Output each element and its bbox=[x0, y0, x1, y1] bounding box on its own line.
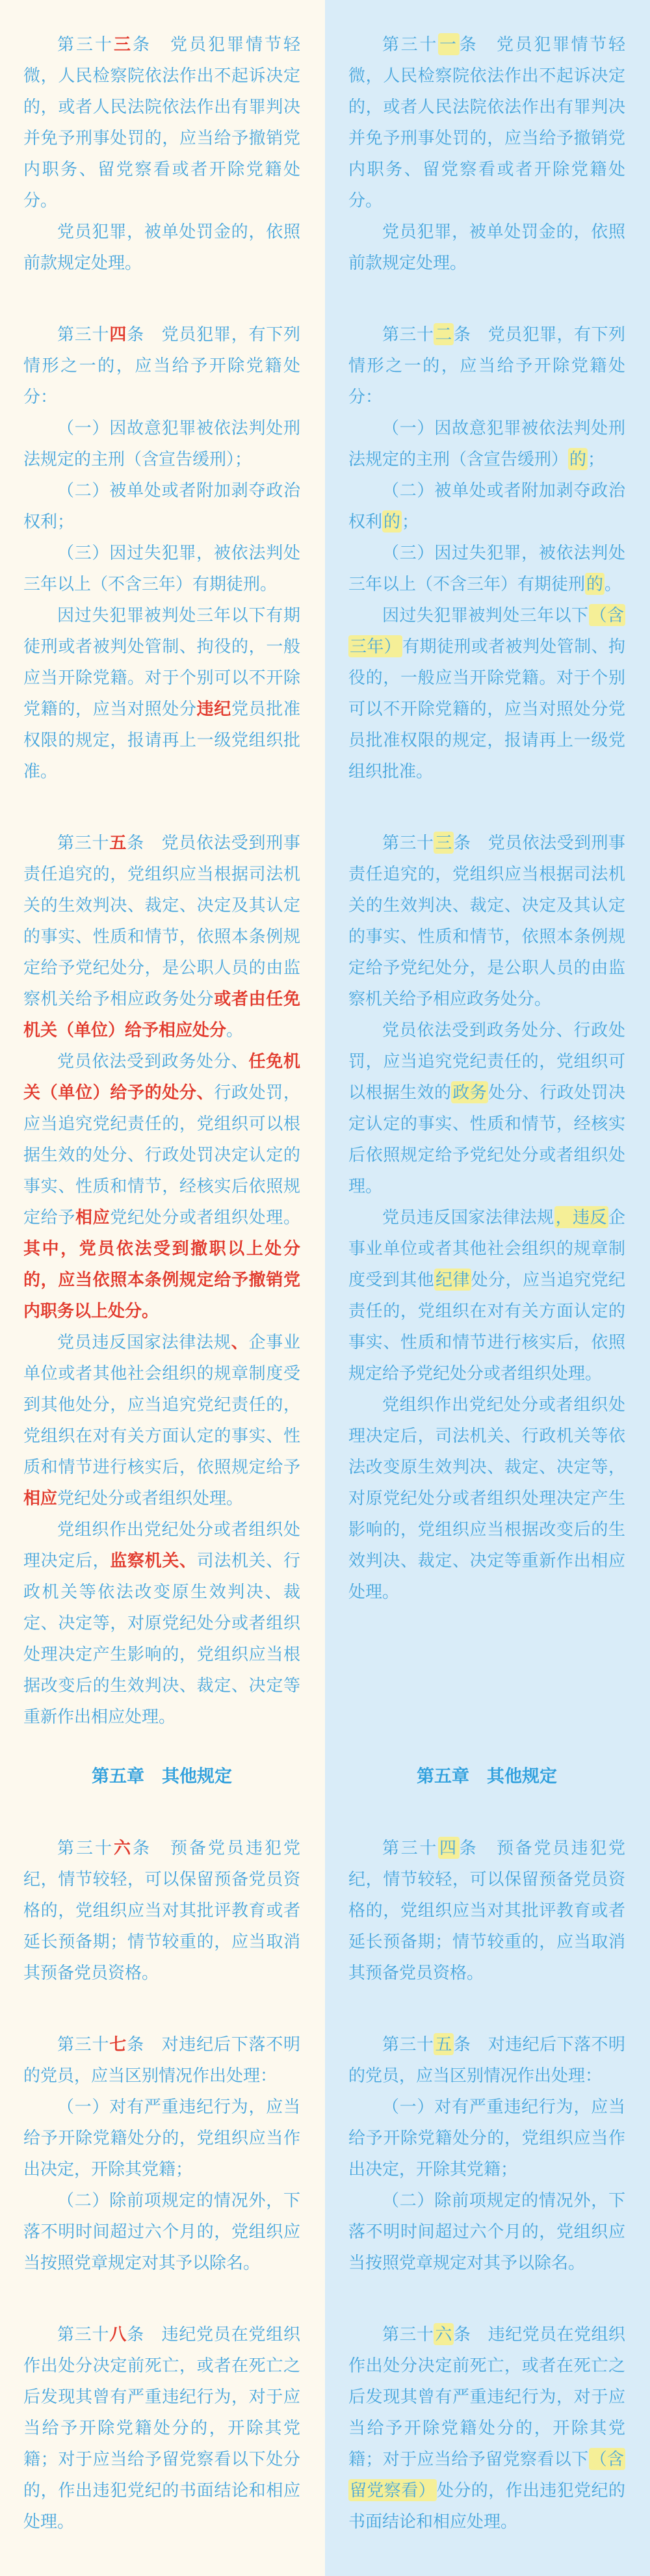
article-first-paragraph bbox=[348, 827, 625, 1014]
changed-text-red: 违纪 bbox=[196, 699, 231, 718]
text-segment: 党员依法受到政务处分、行政处罚，应当追究党纪责任的，党组织可以根据生效的 bbox=[348, 1020, 625, 1102]
text-segment: （二）被单处或者附加剥夺政治权利； bbox=[23, 480, 300, 531]
new-version-column-cell bbox=[0, 1988, 325, 2278]
text-segment: 企事业单位或者其他社会组织的规章制度受到其他处分，应当追究党纪责任的，党组织在对有关方面认定的事实、性质和情节进行核实后，依照规定给予 bbox=[23, 1332, 300, 1477]
article-paragraph bbox=[23, 1514, 300, 1732]
article-first-paragraph bbox=[23, 29, 300, 216]
article-paragraph bbox=[23, 1045, 300, 1326]
text-segment: 第三十 bbox=[57, 2034, 110, 2054]
text-segment: 党纪处分或者组织处理。 bbox=[57, 1488, 244, 1508]
changed-text-red: 相应 bbox=[23, 1488, 58, 1508]
text-segment: 条 党员依法受到刑事责任追究的，党组织应当根据司法机关的生效判决、裁定、决定及其认定的事实、性质和情节，依照本条例规定给予党纪处分，是公职人员的由监察机关给予相应政务处分。 bbox=[348, 833, 625, 1008]
diff-highlight: 的 bbox=[384, 512, 401, 531]
text-segment: 第三十 bbox=[57, 2324, 110, 2344]
text-segment: 处分、行政处罚决定认定的事实、性质和情节，经核实后依照规定给予党纪处分或者组织处理。 bbox=[348, 1083, 625, 1196]
text-segment: 行政处罚，应当追究党纪责任的，党组织可以根据生效的处分、行政处罚决定认定的事实、性质和情节，经核实后依照规定给予 bbox=[23, 1083, 300, 1227]
new-version-column-cell bbox=[0, 0, 325, 278]
changed-text-red: 、 bbox=[231, 1332, 249, 1352]
article-paragraph bbox=[348, 216, 625, 278]
changed-text-red: 或者由任免机关（单位）给予相应处分 bbox=[23, 989, 300, 1040]
text-segment: （一）对有严重违纪行为，应当给予开除党籍处分的，党组织应当作出决定，开除其党籍； bbox=[348, 2097, 625, 2179]
text-segment: 条 对违纪后下落不明的党员，应当区别情况作出处理： bbox=[348, 2034, 625, 2085]
article-first-paragraph bbox=[348, 1832, 625, 1988]
changed-text-red: 其中，党员依法受到撤职以上处分的，应当依照本条例规定给予撤销党内职务以上处分。 bbox=[23, 1239, 300, 1321]
article-paragraph bbox=[23, 412, 300, 475]
article-paragraph bbox=[23, 216, 300, 278]
text-segment: 第三十 bbox=[382, 833, 434, 852]
article-paragraph bbox=[23, 1326, 300, 1514]
diff-highlight: 四 bbox=[439, 1838, 458, 1858]
text-segment: 党员依法受到政务处分、 bbox=[57, 1051, 249, 1071]
text-segment: （一）因故意犯罪被依法判处刑法规定的主刑（含宣告缓刑）； bbox=[23, 418, 300, 469]
text-segment: 条 违纪党员在党组织作出处分决定前死亡，或者在死亡之后发现其曾有严重违纪行为，对于应当给予开除党籍处分的，开除其党籍；对于应当给予留党察看以下处分的，作出违犯党纪的书面结论和相应处理。 bbox=[23, 2324, 300, 2531]
article-paragraph bbox=[348, 537, 625, 599]
diff-highlight: 纪律 bbox=[436, 1270, 470, 1289]
article-paragraph bbox=[23, 599, 300, 787]
text-segment: 第三十 bbox=[382, 1838, 438, 1858]
text-segment: 条 党员犯罪情节轻微，人民检察院依法作出不起诉决定的，或者人民法院依法作出有罪判决并免予刑事处罚的，应当给予撤销党内职务、留党察看或者开除党籍处分。 bbox=[23, 34, 300, 210]
text-segment: 条 党员犯罪情节轻微，人民检察院依法作出不起诉决定的，或者人民法院依法作出有罪判决并免予刑事处罚的，应当给予撤销党内职务、留党察看或者开除党籍处分。 bbox=[348, 34, 625, 210]
article-paragraph bbox=[348, 2091, 625, 2185]
text-segment: 党员犯罪，被单处罚金的，依照前款规定处理。 bbox=[348, 222, 625, 272]
changed-text-red: 三 bbox=[114, 34, 133, 54]
text-segment: 有期徒刑或者被判处管制、拘役的，一般应当开除党籍。对于个别可以不开除党籍的，应当对照处分党员批准权限的规定，报请再上一级党组织批准。 bbox=[348, 637, 625, 781]
text-segment: 条 预备党员违犯党纪，情节较轻，可以保留预备党员资格的，党组织应当对其批评教育或者延长预备期；情节较重的，应当取消其预备党员资格。 bbox=[348, 1838, 625, 1982]
text-segment: 因过失犯罪被判处三年以下 bbox=[382, 605, 589, 625]
row-art33-vs-31 bbox=[0, 0, 650, 278]
article-paragraph bbox=[23, 2091, 300, 2185]
changed-text-red: 四 bbox=[109, 324, 127, 344]
text-segment: （三）因过失犯罪，被依法判处三年以上（不含三年）有期徒刑。 bbox=[23, 543, 300, 594]
chapter-heading: 第五章 其他规定 bbox=[417, 1767, 557, 1786]
row-art36-vs-34 bbox=[0, 1792, 650, 1988]
text-segment: 第三十 bbox=[57, 833, 110, 852]
old-version-column-cell bbox=[325, 2278, 650, 2576]
text-segment: 处分，应当追究党纪责任的，党组织在对有关方面认定的事实、性质和情节进行核实后，依照规定给予党纪处分或者组织处理。 bbox=[348, 1270, 625, 1383]
changed-text-red: 任免机关（单位）给予的处分、 bbox=[23, 1051, 300, 1102]
text-segment: （二）除前项规定的情况外，下落不明时间超过六个月的，党组织应当按照党章规定对其予以除名。 bbox=[23, 2190, 300, 2272]
text-segment: 党组织作出党纪处分或者组织处理决定后，司法机关、行政机关等依法改变原生效判决、裁定、决定等，对原党纪处分或者组织处理决定产生影响的，党组织应当根据改变后的生效判决、裁定、决定等重新作出相应处理。 bbox=[348, 1395, 625, 1601]
text-segment: 处分的，作出违犯党纪的书面结论和相应处理。 bbox=[348, 2480, 625, 2531]
changed-text-red: 八 bbox=[109, 2324, 127, 2344]
diff-highlight: 的 bbox=[569, 449, 587, 469]
new-version-column-cell bbox=[0, 1732, 325, 1792]
article-first-paragraph bbox=[348, 2319, 625, 2537]
new-version-column-cell bbox=[0, 1792, 325, 1988]
text-segment: 。 bbox=[226, 1020, 244, 1040]
diff-highlight: 的 bbox=[586, 574, 604, 594]
row-art34-vs-32 bbox=[0, 278, 650, 787]
text-segment: 条 预备党员违犯党纪，情节较轻，可以保留预备党员资格的，党组织应当对其批评教育或者延长预备期；情节较重的，应当取消其预备党员资格。 bbox=[23, 1838, 300, 1982]
text-segment: （二）被单处或者附加剥夺政治权利 bbox=[348, 480, 625, 531]
old-version-column-cell bbox=[325, 278, 650, 787]
row-chapter-5 bbox=[0, 1732, 650, 1792]
text-segment: ； bbox=[402, 512, 419, 531]
text-segment: ； bbox=[588, 449, 605, 469]
article-first-paragraph bbox=[348, 2029, 625, 2091]
article-paragraph bbox=[348, 1202, 625, 1389]
article-first-paragraph bbox=[23, 2319, 300, 2537]
text-segment: 条 对违纪后下落不明的党员，应当区别情况作出处理： bbox=[23, 2034, 300, 2085]
text-segment: 第三十 bbox=[57, 34, 114, 54]
article-paragraph bbox=[348, 599, 625, 787]
text-segment: 条 党员犯罪，有下列情形之一的，应当给予开除党籍处分： bbox=[348, 324, 625, 406]
diff-highlight: 二 bbox=[435, 324, 452, 344]
article-paragraph bbox=[348, 1014, 625, 1202]
new-version-column-cell bbox=[0, 278, 325, 787]
text-segment: 。 bbox=[604, 574, 622, 594]
changed-text-red: 五 bbox=[109, 833, 127, 852]
text-segment: 第三十 bbox=[57, 1838, 114, 1858]
diff-highlight: 政务 bbox=[452, 1083, 488, 1102]
article-first-paragraph bbox=[23, 827, 300, 1045]
row-art38-vs-36 bbox=[0, 2278, 650, 2576]
diff-highlight: ，违反 bbox=[555, 1207, 607, 1227]
text-segment: 企事业单位或者其他社会组织的规章制度受到其他 bbox=[348, 1207, 625, 1289]
new-version-column-cell bbox=[0, 2278, 325, 2576]
text-segment: 党员违反国家法律法规 bbox=[57, 1332, 231, 1352]
article-first-paragraph bbox=[23, 319, 300, 412]
article-paragraph bbox=[23, 537, 300, 599]
article-paragraph bbox=[23, 475, 300, 537]
old-version-column-cell bbox=[325, 1792, 650, 1988]
text-segment: 第三十 bbox=[382, 2034, 434, 2054]
text-segment: （一）因故意犯罪被依法判处刑法规定的主刑（含宣告缓刑） bbox=[348, 418, 625, 469]
text-segment: 第三十 bbox=[382, 34, 438, 54]
text-segment: 司法机关、行政机关等依法改变原生效判决、裁定、决定等，对原党纪处分或者组织处理决定产生影响的，党组织应当根据改变后的生效判决、裁定、决定等重新作出相应处理。 bbox=[23, 1551, 300, 1726]
old-version-column-cell bbox=[325, 787, 650, 1732]
article-first-paragraph bbox=[23, 1832, 300, 1988]
diff-highlight: （含留党察看） bbox=[350, 2449, 624, 2500]
changed-text-red: 相应 bbox=[75, 1207, 110, 1227]
diff-highlight: 三 bbox=[435, 833, 452, 852]
article-paragraph bbox=[23, 2185, 300, 2278]
text-segment: 党纪处分或者组织处理。 bbox=[110, 1207, 300, 1227]
article-paragraph bbox=[348, 475, 625, 537]
chapter-heading: 第五章 其他规定 bbox=[92, 1767, 232, 1786]
diff-highlight: （含三年） bbox=[350, 605, 624, 656]
article-first-paragraph bbox=[348, 319, 625, 412]
text-segment: 党员犯罪，被单处罚金的，依照前款规定处理。 bbox=[23, 222, 300, 272]
row-art37-vs-35 bbox=[0, 1988, 650, 2278]
article-first-paragraph bbox=[23, 2029, 300, 2091]
text-segment: 党员违反国家法律法规 bbox=[382, 1207, 554, 1227]
article-first-paragraph bbox=[348, 29, 625, 216]
changed-text-red: 监察机关、 bbox=[110, 1551, 197, 1570]
text-segment: 第三十 bbox=[382, 2324, 434, 2344]
text-segment: 第三十 bbox=[57, 324, 110, 344]
diff-highlight: 五 bbox=[435, 2034, 452, 2054]
row-art35-vs-33 bbox=[0, 787, 650, 1732]
text-segment: 因过失犯罪被判处三年以下有期徒刑或者被判处管制、拘役的，一般应当开除党籍。对于个别可以不开除党籍的，应当对照处分 bbox=[23, 605, 300, 718]
new-version-column-cell bbox=[0, 787, 325, 1732]
old-version-column-cell bbox=[325, 1732, 650, 1792]
text-segment: 条 违纪党员在党组织作出处分决定前死亡，或者在死亡之后发现其曾有严重违纪行为，对于应当给予开除党籍处分的，开除其党籍；对于应当给予留党察看以下 bbox=[348, 2324, 625, 2469]
article-paragraph bbox=[348, 412, 625, 475]
changed-text-red: 六 bbox=[114, 1838, 133, 1858]
text-segment: 党组织作出党纪处分或者组织处理决定后， bbox=[23, 1519, 300, 1570]
diff-highlight: 六 bbox=[435, 2324, 452, 2344]
article-paragraph bbox=[348, 1389, 625, 1607]
article-paragraph bbox=[348, 2185, 625, 2278]
text-segment: （一）对有严重违纪行为，应当给予开除党籍处分的，党组织应当作出决定，开除其党籍； bbox=[23, 2097, 300, 2179]
text-segment: 第三十 bbox=[382, 324, 434, 344]
old-version-column-cell bbox=[325, 1988, 650, 2278]
text-segment: （二）除前项规定的情况外，下落不明时间超过六个月的，党组织应当按照党章规定对其予以除名。 bbox=[348, 2190, 625, 2272]
text-segment: 条 党员犯罪，有下列情形之一的，应当给予开除党籍处分： bbox=[23, 324, 300, 406]
diff-highlight: 一 bbox=[439, 34, 458, 54]
changed-text-red: 七 bbox=[109, 2034, 127, 2054]
text-segment: 党员批准权限的规定，报请再上一级党组织批准。 bbox=[23, 699, 300, 781]
text-segment: （三）因过失犯罪，被依法判处三年以上（不含三年）有期徒刑 bbox=[348, 543, 625, 594]
old-version-column-cell bbox=[325, 0, 650, 278]
text-segment: 条 党员依法受到刑事责任追究的，党组织应当根据司法机关的生效判决、裁定、决定及其认定的事实、性质和情节，依照本条例规定给予党纪处分，是公职人员的由监察机关给予相应政务处分 bbox=[23, 833, 300, 1008]
